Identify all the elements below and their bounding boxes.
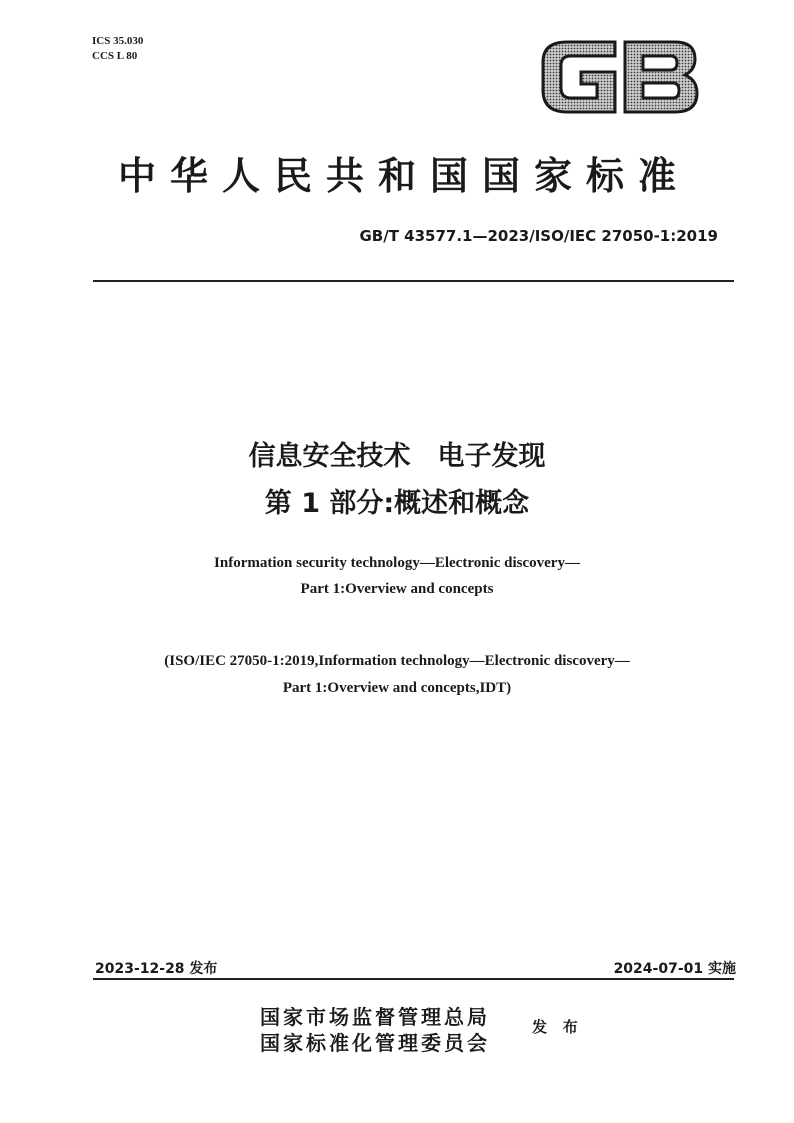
bottom-divider — [93, 978, 734, 980]
classification-codes — [92, 34, 143, 64]
reference-line1: (ISO/IEC 27050-1:2019,Information technology—Electronic discovery— — [164, 653, 630, 669]
reference-line2: Part 1:Overview and concepts,IDT) — [282, 680, 512, 696]
title-en-line2: Part 1:Overview and concepts — [300, 581, 494, 597]
gb-logo-text — [703, 32, 704, 33]
title-cn-line2: 第 1 部分:概述和概念 — [264, 488, 530, 519]
national-standard-title: 中华人民共和国国家标准 — [117, 156, 690, 198]
gb-logo — [537, 32, 703, 120]
standard-number: GB/T 43577.1—2023/ISO/IEC 27050-1:2019 — [359, 227, 718, 245]
issuer-line2: 国家标准化管理委员会 — [260, 1033, 490, 1055]
title-cn-line1: 信息安全技术 电子发现 — [248, 441, 546, 472]
issuer-line1: 国家市场监督管理总局 — [260, 1007, 490, 1029]
publish-label: 发 布 — [532, 1020, 584, 1036]
top-divider — [93, 280, 734, 282]
implementation-date: 2024-07-01 实施 — [613, 961, 736, 977]
gb-logo-graphic — [537, 32, 703, 120]
ics-code: ICS 35.030 — [92, 35, 144, 47]
title-en-line1: Information security technology—Electronic discovery— — [214, 555, 580, 571]
ccs-code: CCS L 80 — [92, 50, 138, 62]
issue-date: 2023-12-28 发布 — [95, 961, 218, 977]
